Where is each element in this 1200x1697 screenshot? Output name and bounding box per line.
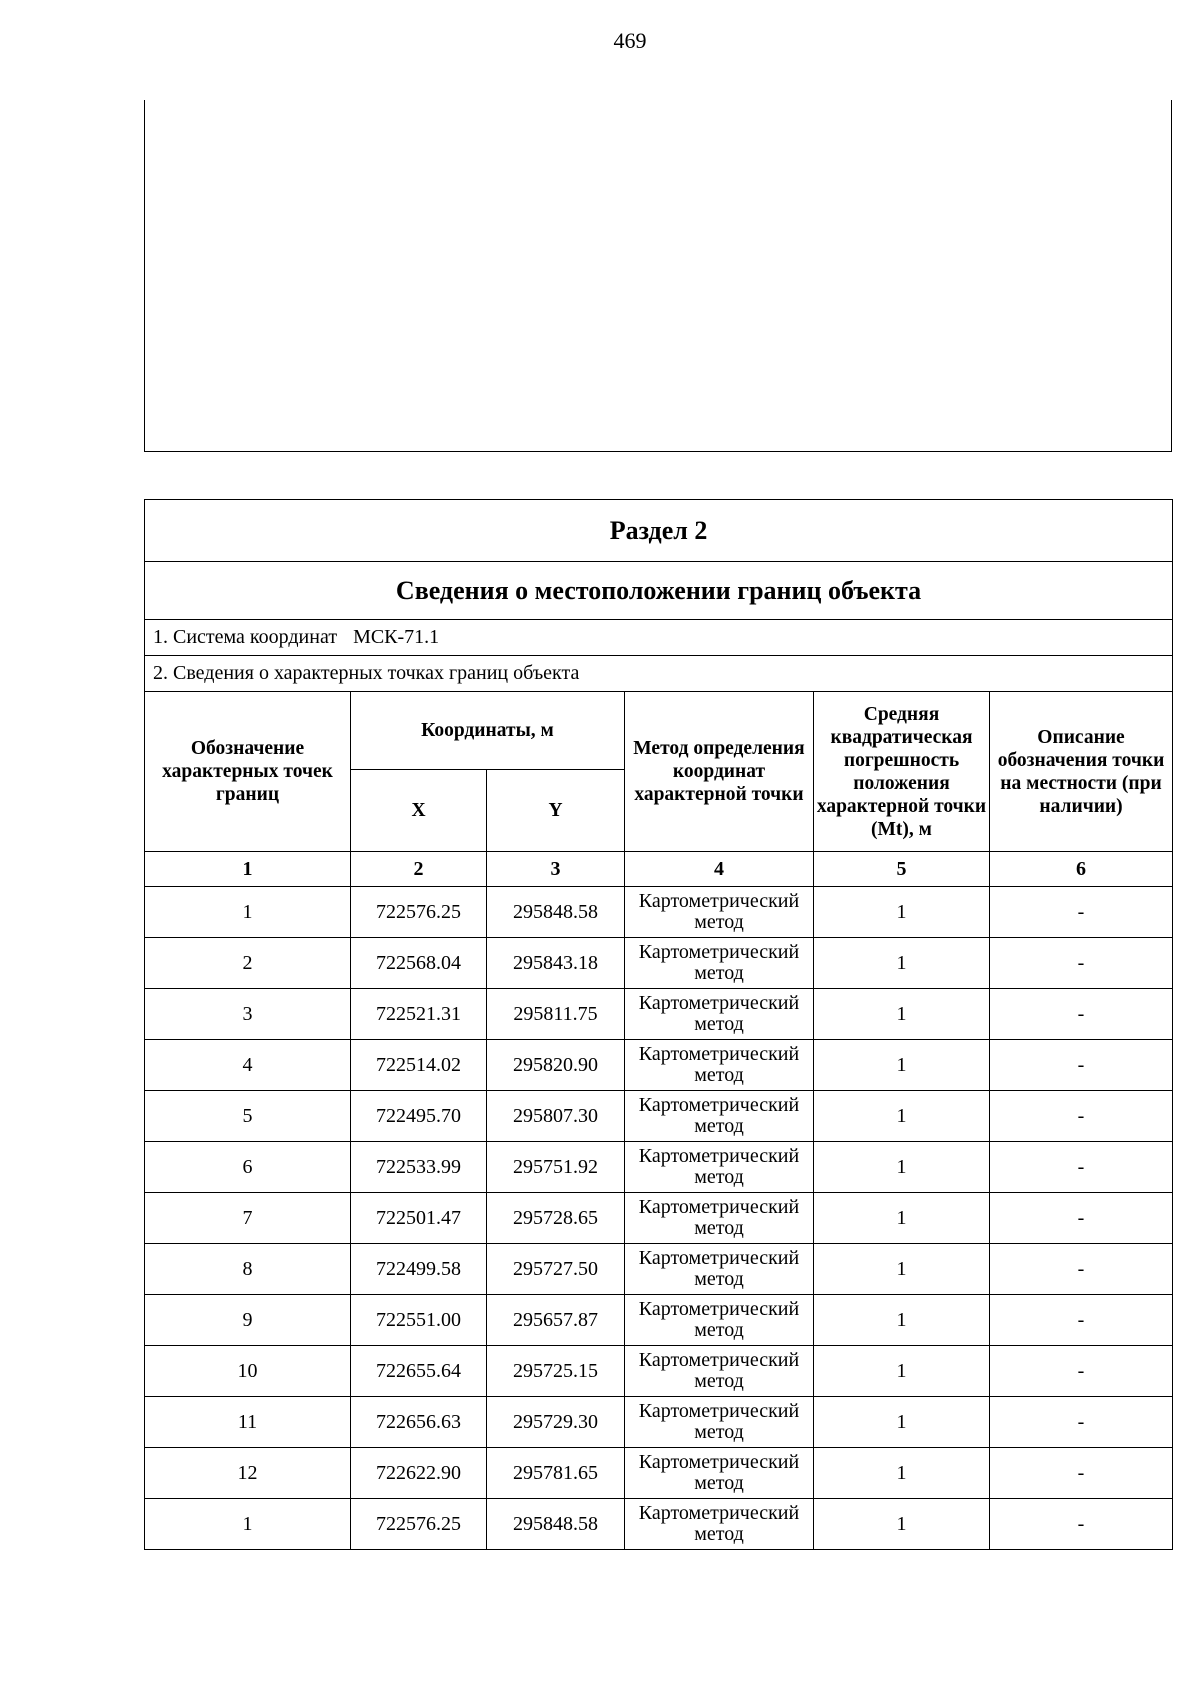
header-coordinates: Координаты, м — [351, 692, 625, 770]
x-cell: 722521.31 — [351, 989, 487, 1040]
header-method: Метод определения координат характерной точки — [625, 692, 814, 852]
description-cell: - — [990, 1040, 1173, 1091]
method-line-1: Картометрический — [638, 941, 800, 963]
method-line-2: метод — [694, 1013, 744, 1035]
column-numbers-row — [145, 852, 1173, 887]
page-number: 469 — [613, 28, 647, 53]
method-line-1: Картометрический — [638, 1349, 800, 1371]
x-cell: 722551.00 — [351, 1295, 487, 1346]
y-cell: 295729.30 — [487, 1397, 625, 1448]
y-cell: 295843.18 — [487, 938, 625, 989]
column-number: 6 — [990, 852, 1173, 887]
method-line-1: Картометрический — [638, 1451, 800, 1473]
x-cell: 722501.47 — [351, 1193, 487, 1244]
description-cell: - — [990, 1295, 1173, 1346]
header-y: Y — [487, 770, 625, 852]
point-cell: 6 — [145, 1142, 351, 1193]
description-cell: - — [990, 989, 1173, 1040]
description-cell: - — [990, 1397, 1173, 1448]
method-line-2: метод — [694, 1064, 744, 1086]
table-row — [145, 1397, 1173, 1448]
column-number: 4 — [625, 852, 814, 887]
y-cell: 295820.90 — [487, 1040, 625, 1091]
x-cell: 722576.25 — [351, 1499, 487, 1550]
method-line-2: метод — [694, 1217, 744, 1239]
method-cell — [625, 1346, 814, 1397]
error-cell: 1 — [814, 1040, 990, 1091]
method-line-2: метод — [694, 962, 744, 984]
x-cell: 722655.64 — [351, 1346, 487, 1397]
point-cell: 4 — [145, 1040, 351, 1091]
table-row — [145, 887, 1173, 938]
method-line-2: метод — [694, 1370, 744, 1392]
table-row — [145, 1448, 1173, 1499]
point-cell: 7 — [145, 1193, 351, 1244]
description-cell: - — [990, 1448, 1173, 1499]
error-cell: 1 — [814, 1448, 990, 1499]
method-line-1: Картометрический — [638, 1094, 800, 1116]
y-cell: 295848.58 — [487, 1499, 625, 1550]
point-cell: 2 — [145, 938, 351, 989]
method-line-2: метод — [694, 1115, 744, 1137]
point-cell: 1 — [145, 1499, 351, 1550]
method-line-1: Картометрический — [638, 1247, 800, 1269]
method-cell — [625, 887, 814, 938]
description-cell: - — [990, 1244, 1173, 1295]
table-row — [145, 938, 1173, 989]
x-cell: 722622.90 — [351, 1448, 487, 1499]
method-line-1: Картометрический — [638, 1502, 800, 1524]
method-line-2: метод — [694, 1421, 744, 1443]
description-cell: - — [990, 887, 1173, 938]
error-cell: 1 — [814, 1091, 990, 1142]
table-row — [145, 989, 1173, 1040]
method-cell — [625, 1499, 814, 1550]
section-title: Раздел 2 — [145, 500, 1173, 562]
method-line-2: метод — [694, 1268, 744, 1290]
error-cell: 1 — [814, 1244, 990, 1295]
method-line-2: метод — [694, 1472, 744, 1494]
method-line-1: Картометрический — [638, 890, 800, 912]
error-cell: 1 — [814, 1142, 990, 1193]
coord-system-label: 1. Система координат — [153, 626, 338, 648]
y-cell: 295781.65 — [487, 1448, 625, 1499]
table-body — [145, 887, 1173, 1550]
method-cell — [625, 989, 814, 1040]
method-cell — [625, 1193, 814, 1244]
table-row — [145, 1244, 1173, 1295]
point-cell: 3 — [145, 989, 351, 1040]
x-cell: 722514.02 — [351, 1040, 487, 1091]
y-cell: 295657.87 — [487, 1295, 625, 1346]
error-cell: 1 — [814, 1193, 990, 1244]
error-cell: 1 — [814, 887, 990, 938]
method-line-1: Картометрический — [638, 1298, 800, 1320]
x-cell: 722576.25 — [351, 887, 487, 938]
point-cell: 8 — [145, 1244, 351, 1295]
point-cell: 11 — [145, 1397, 351, 1448]
method-cell — [625, 1295, 814, 1346]
description-cell: - — [990, 1499, 1173, 1550]
point-cell: 9 — [145, 1295, 351, 1346]
column-number: 1 — [145, 852, 351, 887]
error-cell: 1 — [814, 989, 990, 1040]
description-cell: - — [990, 1193, 1173, 1244]
header-designation: Обозначение характерных точек границ — [145, 692, 351, 852]
method-cell — [625, 1142, 814, 1193]
description-cell: - — [990, 1142, 1173, 1193]
point-cell: 10 — [145, 1346, 351, 1397]
column-number: 3 — [487, 852, 625, 887]
method-cell — [625, 1448, 814, 1499]
method-line-1: Картометрический — [638, 992, 800, 1014]
error-cell: 1 — [814, 1295, 990, 1346]
description-cell: - — [990, 1091, 1173, 1142]
method-line-2: метод — [694, 1319, 744, 1341]
y-cell: 295811.75 — [487, 989, 625, 1040]
section-subtitle: Сведения о местоположении границ объекта — [145, 562, 1173, 620]
drawing-frame — [144, 100, 1172, 452]
coord-system-row — [145, 620, 1173, 656]
y-cell: 295725.15 — [487, 1346, 625, 1397]
method-line-1: Картометрический — [638, 1196, 800, 1218]
header-error: Средняя квадратическая погрешность положения характерной точки (Mt), м — [814, 692, 990, 852]
y-cell: 295848.58 — [487, 887, 625, 938]
table-row — [145, 1346, 1173, 1397]
x-cell: 722533.99 — [351, 1142, 487, 1193]
header-description: Описание обозначения точки на местности (при наличии) — [990, 692, 1173, 852]
table-row — [145, 1142, 1173, 1193]
x-cell: 722495.70 — [351, 1091, 487, 1142]
method-line-1: Картометрический — [638, 1145, 800, 1167]
y-cell: 295751.92 — [487, 1142, 625, 1193]
method-cell — [625, 1397, 814, 1448]
table-row — [145, 1040, 1173, 1091]
column-number: 5 — [814, 852, 990, 887]
table-row — [145, 1499, 1173, 1550]
error-cell: 1 — [814, 1397, 990, 1448]
method-line-1: Картометрический — [638, 1400, 800, 1422]
x-cell: 722499.58 — [351, 1244, 487, 1295]
y-cell: 295807.30 — [487, 1091, 625, 1142]
method-line-1: Картометрический — [638, 1043, 800, 1065]
method-line-2: метод — [694, 911, 744, 933]
x-cell: 722568.04 — [351, 938, 487, 989]
y-cell: 295728.65 — [487, 1193, 625, 1244]
header-x: X — [351, 770, 487, 852]
method-line-2: метод — [694, 1523, 744, 1545]
section-table — [144, 499, 1173, 1550]
error-cell: 1 — [814, 938, 990, 989]
error-cell: 1 — [814, 1346, 990, 1397]
error-cell: 1 — [814, 1499, 990, 1550]
point-cell: 1 — [145, 887, 351, 938]
description-cell: - — [990, 1346, 1173, 1397]
point-cell: 12 — [145, 1448, 351, 1499]
method-cell — [625, 1091, 814, 1142]
method-cell — [625, 1244, 814, 1295]
method-cell — [625, 1040, 814, 1091]
x-cell: 722656.63 — [351, 1397, 487, 1448]
method-cell — [625, 938, 814, 989]
table-row — [145, 1295, 1173, 1346]
table-row — [145, 1193, 1173, 1244]
table-row — [145, 1091, 1173, 1142]
points-label: 2. Сведения о характерных точках границ объекта — [145, 656, 1173, 692]
description-cell: - — [990, 938, 1173, 989]
point-cell: 5 — [145, 1091, 351, 1142]
coord-system-value: МСК-71.1 — [353, 626, 440, 648]
y-cell: 295727.50 — [487, 1244, 625, 1295]
column-number: 2 — [351, 852, 487, 887]
method-line-2: метод — [694, 1166, 744, 1188]
